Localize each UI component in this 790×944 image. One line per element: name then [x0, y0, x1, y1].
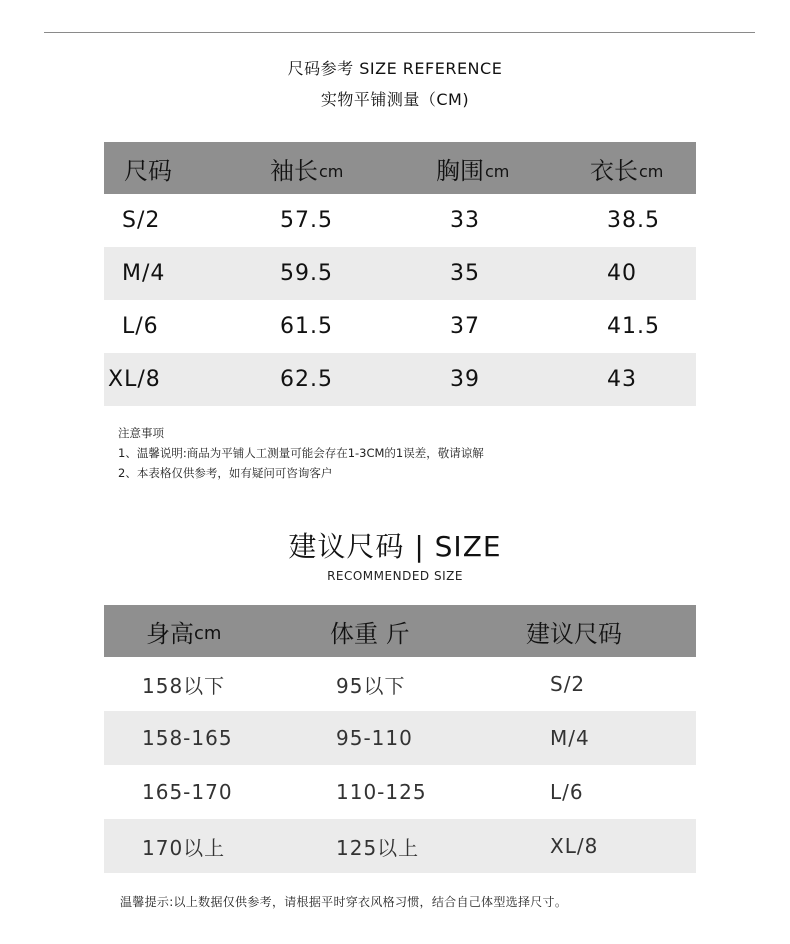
size-reference-subtitle: 实物平铺测量（CM) — [320, 90, 470, 109]
notes-item: 2、本表格仅供参考，如有疑问可咨询客户 — [118, 466, 333, 480]
cell-height: 165-170 — [142, 780, 233, 804]
header-height: 身高 cm — [146, 619, 222, 648]
header-chest: 胸围 cm — [436, 156, 510, 185]
size-reference-title: 尺码参考 SIZE REFERENCE — [287, 59, 503, 78]
cell-size: L/6 — [122, 314, 159, 339]
cell-length: 41.5 — [607, 314, 660, 339]
cell-weight: 95以下 — [336, 673, 406, 698]
cell-size: XL/8 — [550, 834, 599, 858]
cell-length: 43 — [607, 367, 637, 392]
cell-size: XL/8 — [108, 367, 161, 392]
cell-size: S/2 — [550, 672, 586, 696]
cell-chest: 33 — [450, 208, 480, 233]
cell-weight: 95-110 — [336, 726, 413, 750]
cell-weight: 125以上 — [336, 835, 420, 860]
table-row — [104, 657, 696, 711]
recommended-size-subtitle: RECOMMENDED SIZE — [327, 569, 463, 583]
notes-item: 1、温馨说明:商品为平铺人工测量可能会存在1-3CM的1误差，敬请谅解 — [118, 446, 484, 460]
cell-chest: 35 — [450, 261, 480, 286]
cell-size: M/4 — [550, 726, 590, 750]
table-row — [104, 353, 696, 406]
cell-height: 158-165 — [142, 726, 233, 750]
table-header-row — [104, 142, 696, 194]
recommended-size-table — [104, 605, 696, 873]
table-row — [104, 711, 696, 765]
cell-sleeve: 61.5 — [280, 314, 333, 339]
header-size: 尺码 — [124, 156, 172, 185]
table-header-row — [104, 605, 696, 657]
header-suggested-size: 建议尺码 — [526, 619, 622, 648]
notes-heading: 注意事项 — [118, 426, 164, 440]
table-row — [104, 819, 696, 873]
cell-height: 170以上 — [142, 835, 226, 860]
cell-height: 158以下 — [142, 673, 226, 698]
header-sleeve: 袖长 cm — [270, 156, 344, 185]
cell-size: L/6 — [550, 780, 584, 804]
table-row — [104, 765, 696, 819]
table-row — [104, 247, 696, 300]
header-length: 衣长 cm — [590, 156, 664, 185]
header-weight: 体重 斤 — [330, 619, 410, 648]
table-row — [104, 300, 696, 353]
recommended-size-title: 建议尺码 | SIZE — [288, 530, 502, 563]
cell-length: 38.5 — [607, 208, 660, 233]
notes-section — [118, 423, 484, 483]
cell-weight: 110-125 — [336, 780, 427, 804]
cell-size: M/4 — [122, 261, 166, 286]
cell-chest: 37 — [450, 314, 480, 339]
top-divider — [44, 32, 755, 33]
cell-sleeve: 62.5 — [280, 367, 333, 392]
size-reference-table — [104, 142, 696, 406]
cell-size: S/2 — [122, 208, 161, 233]
cell-length: 40 — [607, 261, 637, 286]
cell-chest: 39 — [450, 367, 480, 392]
cell-sleeve: 59.5 — [280, 261, 333, 286]
footnote: 温馨提示:以上数据仅供参考，请根据平时穿衣风格习惯，结合自己体型选择尺寸。 — [120, 895, 568, 909]
cell-sleeve: 57.5 — [280, 208, 333, 233]
table-row — [104, 194, 696, 247]
